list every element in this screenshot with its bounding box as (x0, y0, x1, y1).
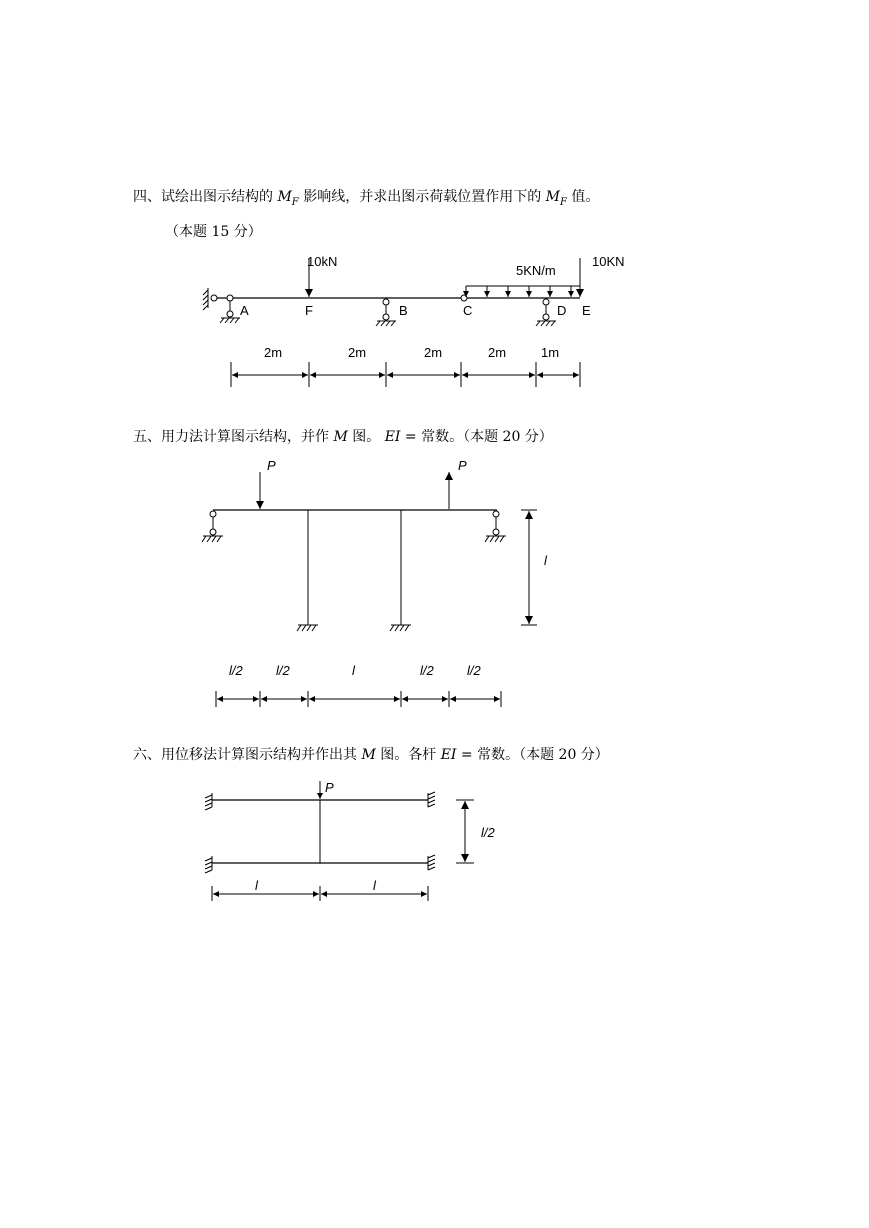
q5-fixed-base-right (390, 625, 411, 631)
q6-fixed-top-right (428, 792, 435, 807)
q6-mid: 图。各杆 (380, 747, 437, 763)
q4-dim-5: 1m (541, 345, 560, 360)
q5-figure (202, 472, 537, 707)
q5-height-dimension (521, 510, 537, 625)
q4-dimension-line (231, 362, 580, 387)
q4-load-f-label: 10kN (307, 254, 338, 269)
q5-labels (229, 458, 548, 678)
q4-label-b: B (399, 303, 408, 318)
q6-p-label: P (325, 780, 334, 795)
q4-dim-1: 2m (264, 345, 283, 360)
q4-load-dist-label: 5KN/m (516, 263, 556, 278)
q4-label-a: A (240, 303, 249, 318)
q4-dim-3: 2m (424, 345, 443, 360)
q5-suffix: = 常数。（本题 20 分） (404, 429, 553, 445)
q6-height-dimension (456, 800, 474, 863)
q5-p-up-label: P (458, 458, 467, 473)
q5-dim-3: l (352, 663, 355, 678)
q4-label-c: C (463, 303, 473, 318)
q5-ei-symbol: EI (384, 429, 401, 445)
q5-support-right (485, 511, 506, 542)
q4-support-d (536, 299, 556, 326)
q4-label-f: F (305, 303, 313, 318)
q4-labels (240, 254, 625, 360)
q5-prefix: 五、用力法计算图示结构，并作 (133, 429, 329, 445)
q6-suffix: = 常数。（本题 20 分） (460, 747, 609, 763)
q5-support-left (202, 511, 223, 542)
q4-support-a (220, 295, 240, 323)
q6-m-symbol: M (361, 747, 376, 763)
q6-dimension-line (212, 886, 428, 901)
q4-distributed-load (466, 286, 580, 297)
q4-hinge-wall (211, 295, 217, 301)
q6-ei-symbol: EI (440, 747, 457, 763)
q6-figure (205, 781, 474, 901)
q4-prefix: 四、试绘出图示结构的 (133, 189, 273, 205)
q6-fixed-top-left (205, 793, 212, 810)
q6-fixed-bottom-left (205, 856, 212, 873)
q4-label-e: E (582, 303, 591, 318)
q5-fixed-base-left (297, 625, 318, 631)
q6-dim-1: l (255, 878, 258, 893)
q5-dim-1: l/2 (229, 663, 243, 678)
q4-wall-hatch (203, 290, 208, 310)
q4-middle: 影响线，并求出图示荷载位置作用下的 (303, 189, 542, 205)
q5-m-symbol: M (333, 429, 348, 445)
q5-dim-2: l/2 (276, 663, 290, 678)
q4-load-e-label: 10KN (592, 254, 625, 269)
q6-prefix: 六、用位移法计算图示结构并作出其 (133, 747, 357, 763)
q6-labels (255, 780, 496, 893)
q5-dim-4: l/2 (420, 663, 434, 678)
q4-score: （本题 15 分） (165, 224, 262, 240)
q4-dim-2: 2m (348, 345, 367, 360)
q5-dim-5: l/2 (467, 663, 481, 678)
q4-moment-symbol: $M_F$ (277, 189, 299, 208)
q4-label-d: D (557, 303, 567, 318)
q5-p-down-label: P (267, 458, 276, 473)
q5-mid: 图。 (352, 429, 381, 445)
q4-dim-4: 2m (488, 345, 507, 360)
q6-dim-2: l (373, 878, 376, 893)
q4-moment-symbol-2: $M_F$ (545, 189, 567, 208)
q4-suffix: 值。 (571, 189, 600, 205)
q6-height-label: l/2 (481, 825, 495, 840)
q5-dimension-line (216, 691, 501, 707)
q5-height-label: l (544, 553, 547, 568)
q4-support-b (376, 299, 396, 326)
q6-fixed-bottom-right (428, 855, 435, 870)
